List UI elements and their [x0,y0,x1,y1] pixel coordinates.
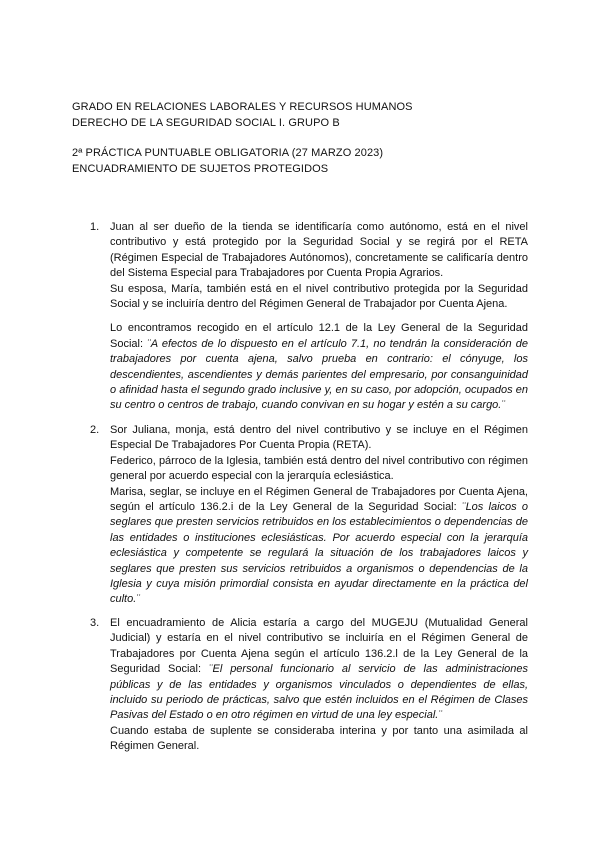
legal-quote: ¨El personal funcionario al servicio de las administraciones públicas y de las entidades y organismos vinculados o dependientes de ellas, incluido su periodo de prácticas, salvo que estén incluidos en el Régimen de Clases Pasivas del Estado o en otro régimen en virtud de una ley especial.¨ [110,663,529,722]
assignment-header [72,145,383,177]
paragraph: Juan al ser dueño de la tienda se identificaría como autónomo, está en el nivel contributivo y está protegido por la Seguridad Social y se regirá por el RETA (Régimen Especial de Trabajadores Autónomos), concretamente se calificaría dentro del Sistema Especial para Trabajadores por Cuenta Propia Agrarios. [110,221,528,280]
paragraph: Federico, párroco de la Iglesia, también está dentro del nivel contributivo con régimen general por acuerdo especial con la jerarquía eclesiástica. [110,454,528,483]
paragraph: Cuando estaba de suplente se consideraba interina y por tanto una asimilada al Régimen General. [110,724,528,753]
assignment-title: 2ª PRÁCTICA PUNTUABLE OBLIGATORIA (27 MARZO 2023) [72,147,384,159]
paragraph-with-quote [110,321,528,413]
list-item-body [110,616,528,755]
list-item-number: 2. [90,424,100,436]
course-header [72,99,413,131]
assignment-subtitle: ENCUADRAMIENTO DE SUJETOS PROTEGIDOS [72,163,329,175]
list-item-number: 3. [90,617,100,629]
course-title: DERECHO DE LA SEGURIDAD SOCIAL I. GRUPO B [72,117,340,129]
quote-intro: Marisa, seglar, se incluye en el Régimen General de Trabajadores por Cuenta Ajena, según el artículo 136.2.i de la Ley General de la Seguridad Social: [110,485,528,514]
list-item-body [110,220,528,414]
paragraph: Su esposa, María, también está en el nivel contributivo protegida por la Seguridad Social y se incluiría dentro del Régimen General de Trabajador por Cuenta Ajena. [110,282,528,311]
quote-intro: El encuadramiento de Alicia estaría a cargo del MUGEJU (Mutualidad General Judicial) y estaría en el nivel contributivo se incluiría en el Régimen General de Trabajadores por Cuenta Ajena según el artículo 136.2.l de la Ley General de la Seguridad Social: [110,617,528,676]
paragraph-with-quote [110,616,528,724]
paragraph-with-quote [110,485,528,608]
legal-quote: ¨Los laicos o seglares que presten servicios retribuidos en los establecimientos o dependencias de las entidades o instituciones eclesiásticas. Por acuerdo especial con la jerarquía eclesiástica y competente se regulará la situación de los trabajadores laicos y seglares que presten sus servicios retribuidos a organismos o dependencias de la Iglesia y cuya misión primordial consista en ayudar directamente en la práctica del culto.¨ [110,501,528,606]
list-item-number: 1. [90,221,100,233]
paragraph: Sor Juliana, monja, está dentro del nivel contributivo y se incluye en el Régimen Especial De Trabajadores Por Cuenta Propia (RETA). [110,424,528,452]
list-item-body [110,423,528,608]
degree-title: GRADO EN RELACIONES LABORALES Y RECURSOS HUMANOS [72,101,413,113]
quote-intro: Lo encontramos recogido en el artículo 12.1 de la Ley General de la Seguridad Social: [110,322,528,350]
legal-quote: ¨A efectos de lo dispuesto en el artículo 7.1, no tendrán la consideración de trabajadores por cuenta ajena, salvo prueba en contrario: el cónyuge, los descendientes, ascendientes y demás parientes del empresario, por consanguinidad o afinidad hasta el segundo grado inclusive y, en su caso, por adopción, ocupados en su centro o centros de trabajo, cuando convivan en su hogar y estén a su cargo.¨ [110,337,528,412]
